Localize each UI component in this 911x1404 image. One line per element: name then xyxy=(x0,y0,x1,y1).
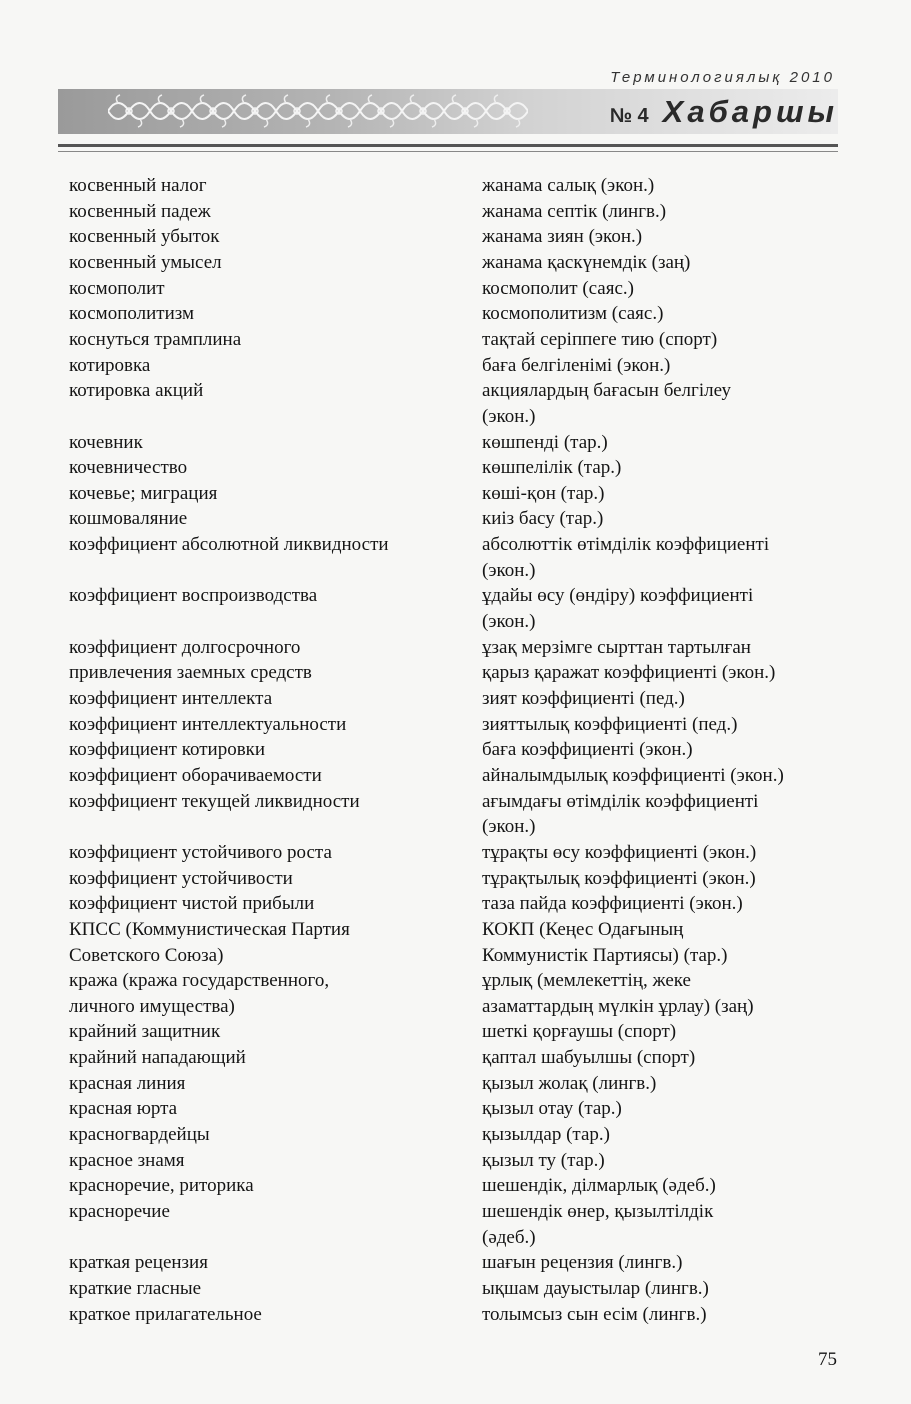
glossary-row xyxy=(0,660,911,686)
kazakh-term: ықшам дауыстылар (лингв.) xyxy=(482,1278,709,1299)
russian-term: космополитизм xyxy=(69,303,194,325)
year: 2010 xyxy=(789,69,835,86)
kazakh-term: жанама септік (лингв.) xyxy=(482,200,667,222)
ornament-pattern-icon xyxy=(108,91,528,131)
russian-term: кража (кража государственного, xyxy=(69,970,330,992)
glossary-row xyxy=(0,635,911,661)
glossary-row xyxy=(0,609,911,635)
kazakh-term: тұрақтылық коэффициенті (экон.) xyxy=(482,867,756,889)
kazakh-term: тұрақты өсу коэффициенті (экон.) xyxy=(482,841,757,863)
kazakh-term: (экон.) xyxy=(482,611,536,632)
glossary-row xyxy=(0,430,911,456)
kazakh-term: ұрлық (мемлекеттің, жеке xyxy=(482,970,691,992)
kazakh-term: айналымдылық коэффициенті (экон.) xyxy=(482,764,784,786)
issue-number: № 4 xyxy=(609,105,649,127)
kazakh-term: ұдайы өсу (өндіру) коэффициенті xyxy=(482,585,754,607)
russian-term: краткие гласные xyxy=(69,1278,202,1299)
russian-term: коэффициент оборачиваемости xyxy=(69,764,322,786)
glossary-row xyxy=(0,1019,911,1045)
glossary-row xyxy=(0,173,911,199)
russian-term: коэффициент абсолютной ликвидности xyxy=(69,534,389,556)
glossary-row xyxy=(0,1276,911,1302)
header-band xyxy=(58,89,838,134)
russian-term: кочевничество xyxy=(69,457,188,479)
russian-term: коэффициент интеллектуальности xyxy=(69,713,347,735)
russian-term: косвенный убыток xyxy=(69,226,220,248)
glossary-row xyxy=(0,1199,911,1225)
russian-term: крайний защитник xyxy=(69,1021,221,1043)
glossary-row xyxy=(0,994,911,1020)
kazakh-term: космополитизм (саяс.) xyxy=(482,303,664,325)
glossary-row xyxy=(0,814,911,840)
russian-term: кошмоваляние xyxy=(69,508,188,530)
russian-term: коэффициент долгосрочного xyxy=(69,636,301,658)
glossary-row xyxy=(0,917,911,943)
journal-title xyxy=(610,89,838,134)
kazakh-term: таза пайда коэффициенті (экон.) xyxy=(482,893,743,915)
glossary-row xyxy=(0,840,911,866)
russian-term: коэффициент текущей ликвидности xyxy=(69,790,360,812)
glossary-row xyxy=(0,199,911,225)
series-name: Терминологиялық xyxy=(610,69,783,86)
russian-term: космополит xyxy=(69,277,165,299)
kazakh-term: абсолюттік өтімділік коэффициенті xyxy=(482,534,770,556)
glossary-row xyxy=(0,891,911,917)
russian-term: котировка акций xyxy=(69,380,204,402)
russian-term: КПСС (Коммунистическая Партия xyxy=(69,918,350,940)
russian-term: коснуться трамплина xyxy=(69,328,242,350)
kazakh-term: шеткі қорғаушы (спорт) xyxy=(482,1021,677,1043)
russian-term: котировка xyxy=(69,354,151,376)
kazakh-term: (әдеб.) xyxy=(482,1226,536,1248)
russian-term: красноречие, риторика xyxy=(69,1175,254,1197)
russian-term: Советского Союза) xyxy=(69,944,224,966)
kazakh-term: зияттылық коэффициенті (пед.) xyxy=(482,713,738,735)
kazakh-term: қызыл отау (тар.) xyxy=(482,1098,622,1120)
kazakh-term: ағымдағы өтімділік коэффициенті xyxy=(482,790,759,812)
glossary-row xyxy=(0,1071,911,1097)
russian-term: красноречие xyxy=(69,1201,170,1222)
kazakh-term: жанама зиян (экон.) xyxy=(482,226,643,248)
russian-term: коэффициент интеллекта xyxy=(69,688,273,709)
kazakh-term: акциялардың бағасын белгілеу xyxy=(482,380,732,402)
glossary-row xyxy=(0,1096,911,1122)
russian-term: коэффициент воспроизводства xyxy=(69,585,318,607)
glossary-row xyxy=(0,404,911,430)
glossary-row xyxy=(0,276,911,302)
kazakh-term: шағын рецензия (лингв.) xyxy=(482,1252,683,1274)
glossary-row xyxy=(0,250,911,276)
russian-term: красногвардейцы xyxy=(69,1124,210,1145)
page-number: 75 xyxy=(818,1349,837,1370)
kazakh-term: (экон.) xyxy=(482,559,536,581)
russian-term: красная юрта xyxy=(69,1098,178,1120)
kazakh-term: Коммунистік Партиясы) (тар.) xyxy=(482,944,728,966)
glossary-row xyxy=(0,532,911,558)
russian-term: краткая рецензия xyxy=(69,1252,208,1274)
glossary-row xyxy=(0,968,911,994)
glossary-row xyxy=(0,353,911,379)
glossary-row xyxy=(0,1302,911,1328)
kazakh-term: көшпенді (тар.) xyxy=(482,431,608,453)
kazakh-term: қаптал шабуылшы (спорт) xyxy=(482,1047,696,1069)
glossary-row xyxy=(0,1148,911,1174)
glossary-row xyxy=(0,558,911,584)
russian-term: коэффициент устойчивости xyxy=(69,867,293,889)
kazakh-term: космополит (саяс.) xyxy=(482,277,634,299)
glossary-row xyxy=(0,866,911,892)
kazakh-term: баға коэффициенті (экон.) xyxy=(482,739,693,761)
glossary-row xyxy=(0,1173,911,1199)
glossary-row xyxy=(0,789,911,815)
kazakh-term: шешендік өнер, қызылтілдік xyxy=(482,1201,714,1222)
glossary-row xyxy=(0,378,911,404)
russian-term: косвенный налог xyxy=(69,175,207,196)
russian-term: красная линия xyxy=(69,1072,186,1094)
glossary-row xyxy=(0,686,911,712)
kazakh-term: көші-қон (тар.) xyxy=(482,482,605,504)
glossary-row xyxy=(0,224,911,250)
kazakh-term: тақтай серіппеге тию (спорт) xyxy=(482,328,718,350)
russian-term: краткое прилагательное xyxy=(69,1303,262,1325)
russian-term: коэффициент устойчивого роста xyxy=(69,841,332,863)
header-rule-thin xyxy=(58,151,838,152)
kazakh-term: қарыз қаражат коэффициенті (экон.) xyxy=(482,662,776,684)
kazakh-term: қызылдар (тар.) xyxy=(482,1124,610,1145)
russian-term: личного имущества) xyxy=(69,995,235,1017)
russian-term: привлечения заемных средств xyxy=(69,662,312,684)
kazakh-term: қызыл ту (тар.) xyxy=(482,1149,605,1171)
russian-term: кочевник xyxy=(69,431,143,453)
glossary-row xyxy=(0,1122,911,1148)
glossary-row xyxy=(0,943,911,969)
kazakh-term: киіз басу (тар.) xyxy=(482,508,604,530)
glossary-row xyxy=(0,481,911,507)
journal-name: Хабаршы xyxy=(662,94,838,129)
glossary-row xyxy=(0,1045,911,1071)
russian-term: косвенный умысел xyxy=(69,251,222,273)
russian-term: косвенный падеж xyxy=(69,200,211,222)
journal-series xyxy=(610,69,835,86)
glossary-row xyxy=(0,763,911,789)
kazakh-term: жанама қаскүнемдік (заң) xyxy=(482,251,691,273)
glossary-row xyxy=(0,327,911,353)
glossary-row xyxy=(0,1250,911,1276)
kazakh-term: қызыл жолақ (лингв.) xyxy=(482,1072,657,1094)
glossary-row xyxy=(0,583,911,609)
kazakh-term: (экон.) xyxy=(482,816,536,838)
kazakh-term: шешендік, ділмарлық (әдеб.) xyxy=(482,1175,716,1197)
glossary-row xyxy=(0,712,911,738)
glossary-row xyxy=(0,737,911,763)
kazakh-term: баға белгіленімі (экон.) xyxy=(482,354,671,376)
kazakh-term: (экон.) xyxy=(482,405,536,427)
kazakh-term: жанама салық (экон.) xyxy=(482,175,655,196)
russian-term: крайний нападающий xyxy=(69,1047,246,1069)
kazakh-term: зият коэффициенті (пед.) xyxy=(482,688,685,709)
kazakh-term: КОКП (Кеңес Одағының xyxy=(482,918,684,940)
kazakh-term: көшпелілік (тар.) xyxy=(482,457,622,479)
glossary-row xyxy=(0,301,911,327)
kazakh-term: азаматтардың мүлкін ұрлау) (заң) xyxy=(482,995,754,1017)
russian-term: кочевье; миграция xyxy=(69,482,218,504)
header-rule xyxy=(58,144,838,147)
russian-term: коэффициент котировки xyxy=(69,739,266,761)
glossary-row xyxy=(0,1225,911,1251)
kazakh-term: толымсыз сын есім (лингв.) xyxy=(482,1303,707,1325)
russian-term: коэффициент чистой прибыли xyxy=(69,893,315,915)
glossary-row xyxy=(0,455,911,481)
russian-term: красное знамя xyxy=(69,1149,185,1171)
glossary-row xyxy=(0,506,911,532)
kazakh-term: ұзақ мерзімге сырттан тартылған xyxy=(482,636,751,658)
